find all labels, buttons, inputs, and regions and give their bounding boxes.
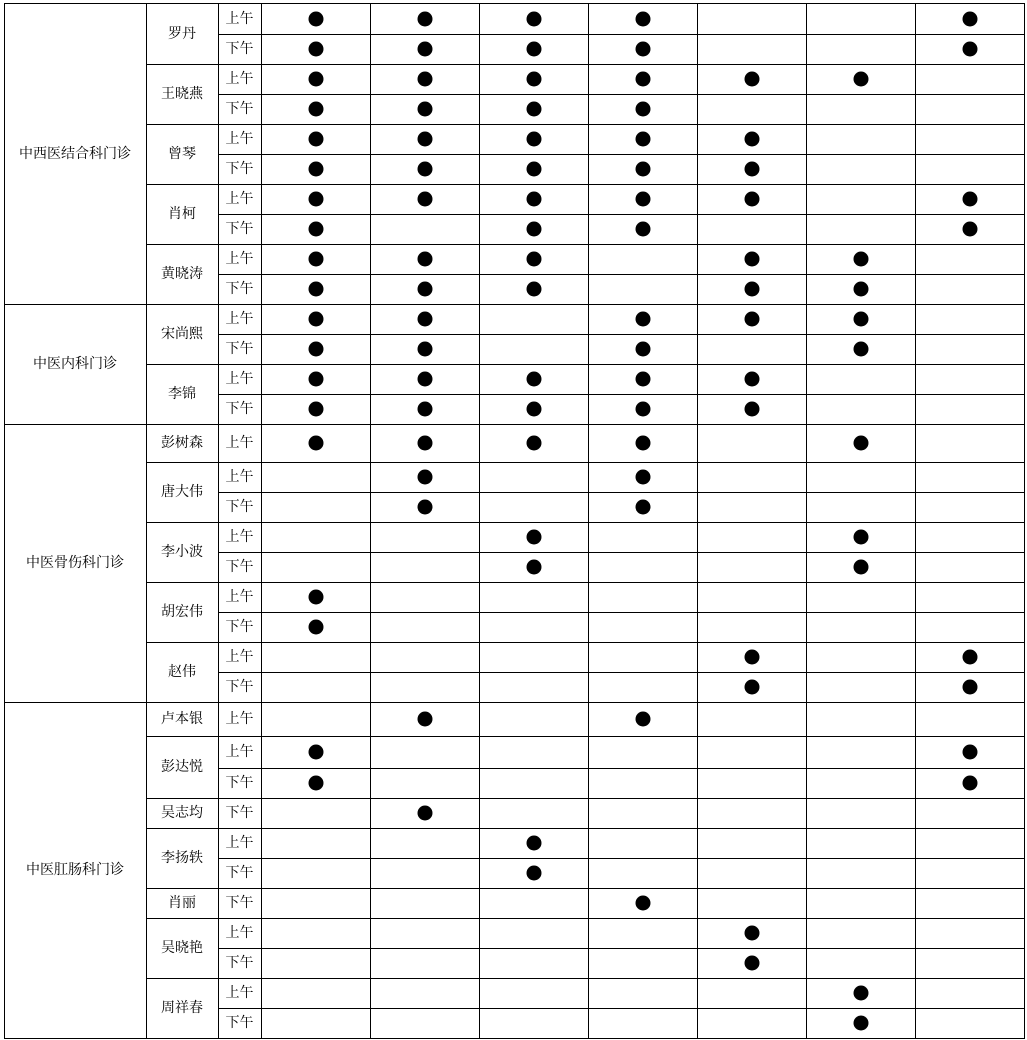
department-name: 中医内科门诊: [33, 356, 117, 372]
session-label: 下午: [225, 955, 254, 971]
session-label: 上午: [225, 835, 254, 851]
schedule-dot: [526, 436, 541, 451]
schedule-dot: [635, 342, 650, 357]
schedule-dot: [308, 102, 323, 117]
row-divider: [218, 394, 1025, 395]
doctor-name: 肖柯: [168, 206, 196, 222]
session-label: 上午: [225, 529, 254, 545]
schedule-dot: [853, 312, 868, 327]
schedule-dot: [417, 282, 432, 297]
department-name: 中医肛肠科门诊: [26, 862, 124, 878]
schedule-dot: [526, 132, 541, 147]
doctor-name: 卢本银: [161, 711, 203, 727]
row-divider: [218, 1008, 1025, 1009]
session-label: 下午: [225, 559, 254, 575]
row-divider: [218, 828, 1025, 829]
schedule-dot: [526, 866, 541, 881]
schedule-dot: [744, 402, 759, 417]
session-label: 上午: [225, 469, 254, 485]
session-label: 上午: [225, 311, 254, 327]
schedule-dot: [308, 12, 323, 27]
schedule-dot: [526, 252, 541, 267]
row-divider: [218, 274, 1025, 275]
session-label: 下午: [225, 895, 254, 911]
schedule-dot: [308, 590, 323, 605]
schedule-dot: [635, 470, 650, 485]
schedule-dot: [744, 650, 759, 665]
schedule-dot: [417, 192, 432, 207]
session-label: 下午: [225, 679, 254, 695]
row-divider: [218, 552, 1025, 553]
session-label: 上午: [225, 435, 254, 451]
schedule-dot: [635, 72, 650, 87]
column-divider: [218, 3, 219, 1039]
schedule-dot: [308, 312, 323, 327]
session-label: 下午: [225, 41, 254, 57]
session-label: 下午: [225, 341, 254, 357]
doctor-name: 周祥春: [161, 1000, 203, 1016]
schedule-dot: [308, 436, 323, 451]
schedule-dot: [635, 896, 650, 911]
schedule-dot: [308, 342, 323, 357]
schedule-dot: [526, 222, 541, 237]
session-label: 下午: [225, 499, 254, 515]
schedule-dot: [308, 282, 323, 297]
session-label: 上午: [225, 251, 254, 267]
schedule-dot: [308, 620, 323, 635]
schedule-dot: [308, 252, 323, 267]
schedule-dot: [635, 312, 650, 327]
column-divider: [4, 3, 5, 1039]
schedule-dot: [853, 252, 868, 267]
schedule-dot: [635, 500, 650, 515]
session-label: 上午: [225, 711, 254, 727]
row-divider: [218, 184, 1025, 185]
doctor-name: 王晓燕: [161, 86, 203, 102]
doctor-name: 赵伟: [168, 664, 196, 680]
schedule-dot: [417, 342, 432, 357]
doctor-name: 宋尚熙: [161, 326, 203, 342]
schedule-dot: [526, 530, 541, 545]
schedule-dot: [635, 12, 650, 27]
schedule-dot: [308, 132, 323, 147]
schedule-dot: [744, 956, 759, 971]
schedule-dot: [308, 222, 323, 237]
doctor-name: 曾琴: [168, 146, 196, 162]
session-label: 下午: [225, 775, 254, 791]
schedule-dot: [417, 402, 432, 417]
row-divider: [218, 124, 1025, 125]
schedule-dot: [744, 312, 759, 327]
schedule-dot: [417, 712, 432, 727]
schedule-dot: [635, 42, 650, 57]
schedule-dot: [744, 372, 759, 387]
doctor-name: 李扬轶: [161, 850, 203, 866]
doctor-name: 胡宏伟: [161, 604, 203, 620]
schedule-dot: [744, 926, 759, 941]
schedule-dot: [308, 192, 323, 207]
session-label: 上午: [225, 925, 254, 941]
session-label: 下午: [225, 619, 254, 635]
schedule-dot: [308, 745, 323, 760]
schedule-dot: [417, 436, 432, 451]
schedule-dot: [635, 192, 650, 207]
schedule-dot: [526, 102, 541, 117]
schedule-dot: [417, 500, 432, 515]
schedule-dot: [526, 12, 541, 27]
schedule-dot: [853, 530, 868, 545]
row-divider: [218, 34, 1025, 35]
schedule-dot: [417, 72, 432, 87]
session-label: 下午: [225, 101, 254, 117]
department-divider: [4, 1038, 146, 1039]
doctor-name: 唐大伟: [161, 484, 203, 500]
row-divider: [218, 948, 1025, 949]
schedule-dot: [526, 162, 541, 177]
schedule-dot: [962, 776, 977, 791]
row-divider: [218, 858, 1025, 859]
schedule-dot: [962, 745, 977, 760]
session-label: 下午: [225, 401, 254, 417]
schedule-dot: [635, 162, 650, 177]
top-border: [4, 3, 1025, 4]
schedule-dot: [962, 222, 977, 237]
session-label: 上午: [225, 985, 254, 1001]
row-divider: [218, 768, 1025, 769]
row-divider: [218, 304, 1025, 305]
row-divider: [218, 672, 1025, 673]
schedule-dot: [417, 252, 432, 267]
schedule-dot: [417, 312, 432, 327]
schedule-dot: [962, 192, 977, 207]
schedule-dot: [635, 102, 650, 117]
doctor-name: 李锦: [168, 386, 196, 402]
doctor-name: 彭树森: [161, 435, 203, 451]
schedule-dot: [853, 282, 868, 297]
department-name: 中西医结合科门诊: [19, 146, 131, 162]
session-label: 上午: [225, 191, 254, 207]
row-divider: [218, 582, 1025, 583]
column-divider: [1024, 3, 1025, 1039]
session-label: 下午: [225, 805, 254, 821]
session-label: 下午: [225, 221, 254, 237]
row-divider: [218, 888, 1025, 889]
schedule-dot: [962, 650, 977, 665]
schedule-dot: [526, 836, 541, 851]
schedule-dot: [526, 282, 541, 297]
schedule-dot: [744, 282, 759, 297]
schedule-dot: [417, 132, 432, 147]
schedule-dot: [308, 776, 323, 791]
row-divider: [218, 244, 1025, 245]
schedule-dot: [744, 72, 759, 87]
schedule-dot: [962, 680, 977, 695]
session-label: 上午: [225, 589, 254, 605]
session-label: 上午: [225, 131, 254, 147]
session-label: 上午: [225, 371, 254, 387]
session-label: 上午: [225, 744, 254, 760]
row-divider: [218, 462, 1025, 463]
column-divider: [697, 3, 698, 1039]
column-divider: [588, 3, 589, 1039]
row-divider: [218, 918, 1025, 919]
row-divider: [218, 94, 1025, 95]
row-divider: [218, 642, 1025, 643]
schedule-dot: [308, 72, 323, 87]
schedule-dot: [744, 252, 759, 267]
column-divider: [915, 3, 916, 1039]
session-label: 下午: [225, 161, 254, 177]
schedule-dot: [744, 192, 759, 207]
session-label: 下午: [225, 1015, 254, 1031]
column-divider: [261, 3, 262, 1039]
row-divider: [218, 736, 1025, 737]
schedule-dot: [853, 986, 868, 1001]
schedule-dot: [526, 192, 541, 207]
schedule-dot: [853, 560, 868, 575]
row-divider: [218, 492, 1025, 493]
schedule-dot: [853, 342, 868, 357]
schedule-dot: [635, 222, 650, 237]
schedule-dot: [308, 42, 323, 57]
schedule-dot: [962, 12, 977, 27]
row-divider: [218, 214, 1025, 215]
schedule-dot: [417, 470, 432, 485]
schedule-dot: [308, 402, 323, 417]
schedule-dot: [635, 372, 650, 387]
row-divider: [218, 798, 1025, 799]
schedule-dot: [853, 436, 868, 451]
doctor-divider: [146, 1038, 218, 1039]
row-divider: [218, 64, 1025, 65]
schedule-dot: [417, 42, 432, 57]
column-divider: [146, 3, 147, 1039]
schedule-dot: [744, 162, 759, 177]
schedule-dot: [526, 372, 541, 387]
schedule-dot: [853, 72, 868, 87]
department-name: 中医骨伤科门诊: [26, 555, 124, 571]
schedule-dot: [417, 162, 432, 177]
doctor-name: 李小波: [161, 544, 203, 560]
schedule-dot: [744, 680, 759, 695]
column-divider: [370, 3, 371, 1039]
schedule-dot: [308, 372, 323, 387]
row-divider: [218, 1038, 1025, 1039]
schedule-dot: [526, 402, 541, 417]
schedule-dot: [526, 42, 541, 57]
column-divider: [806, 3, 807, 1039]
row-divider: [218, 522, 1025, 523]
session-label: 上午: [225, 11, 254, 27]
schedule-dot: [417, 102, 432, 117]
schedule-dot: [417, 12, 432, 27]
doctor-name: 肖丽: [168, 895, 196, 911]
row-divider: [218, 702, 1025, 703]
schedule-dot: [853, 1016, 868, 1031]
session-label: 上午: [225, 649, 254, 665]
row-divider: [218, 364, 1025, 365]
schedule-dot: [635, 436, 650, 451]
row-divider: [218, 154, 1025, 155]
schedule-dot: [526, 72, 541, 87]
schedule-dot: [744, 132, 759, 147]
doctor-name: 彭达悦: [161, 759, 203, 775]
schedule-dot: [962, 42, 977, 57]
schedule-dot: [526, 560, 541, 575]
row-divider: [218, 978, 1025, 979]
session-label: 下午: [225, 281, 254, 297]
schedule-dot: [635, 132, 650, 147]
schedule-dot: [308, 162, 323, 177]
doctor-name: 吴志均: [161, 805, 203, 821]
schedule-dot: [635, 402, 650, 417]
schedule-dot: [635, 712, 650, 727]
row-divider: [218, 612, 1025, 613]
doctor-name: 罗丹: [168, 26, 196, 42]
session-label: 上午: [225, 71, 254, 87]
doctor-name: 吴晓艳: [161, 940, 203, 956]
column-divider: [479, 3, 480, 1039]
doctor-name: 黄晓涛: [161, 266, 203, 282]
row-divider: [218, 334, 1025, 335]
session-label: 下午: [225, 865, 254, 881]
schedule-dot: [417, 806, 432, 821]
schedule-dot: [417, 372, 432, 387]
row-divider: [218, 424, 1025, 425]
